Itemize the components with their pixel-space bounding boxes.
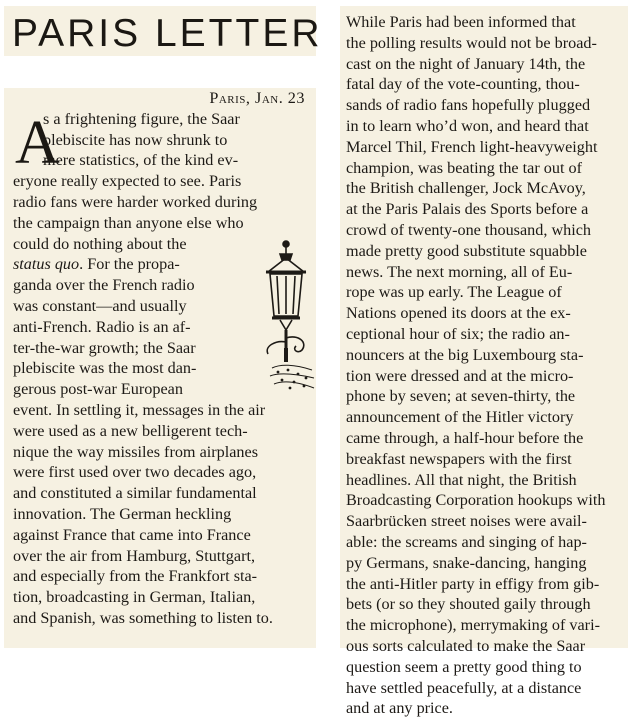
text-line: Saarbrücken street noises were avail- — [346, 512, 587, 531]
right-column-text — [346, 12, 628, 719]
text-line: py Germans, snake-dancing, hanging — [346, 553, 587, 572]
text-line: and especially from the Frankfort sta- — [13, 567, 258, 586]
text-line: plebiscite was the most dan- — [13, 359, 197, 378]
text-line: could do nothing about the — [13, 234, 187, 253]
italic-phrase: status quo — [13, 255, 80, 274]
text-line: Marcel Thil, French light-heavyweight — [346, 137, 598, 156]
text-line: were used as a new belligerent tech- — [13, 421, 248, 440]
text-line: the polling results would not be broad- — [346, 33, 597, 52]
text-line: plebiscite has now shrunk to — [43, 130, 228, 149]
text-line: breakfast newspapers with the first — [346, 449, 572, 468]
text-line: announcement of the Hitler victory — [346, 408, 574, 427]
dateline: Paris, Jan. 23 — [209, 89, 305, 107]
text-line: ter-the-war growth; the Saar — [13, 338, 196, 357]
text-line: Nations opened its doors at the ex- — [346, 304, 571, 323]
text-line: radio fans were harder worked during — [13, 192, 258, 211]
text-line: bets (or so they shouted gaily through — [346, 595, 591, 614]
text-line: against France that came into France — [13, 525, 251, 544]
text-line: the microphone), merrymaking of vari- — [346, 616, 600, 635]
text-line: able: the screams and singing of hap- — [346, 532, 587, 551]
text-line: at the Paris Palais des Sports before a — [346, 200, 589, 219]
text-line: innovation. The German heckling — [13, 504, 232, 523]
text-line: nouncers at the big Luxembourg sta- — [346, 345, 584, 364]
text-line: gerous post-war European — [13, 380, 183, 399]
text-line: ceptional hour of six; the radio an- — [346, 324, 570, 343]
text-line: came through, a half-hour before the — [346, 428, 584, 447]
text-line: was constant—and usually — [13, 296, 187, 315]
text-line: have settled peacefully, at a distance — [346, 678, 582, 697]
text-line: rope was up early. The League of — [346, 283, 562, 302]
text-line: news. The next morning, all of Eu- — [346, 262, 573, 281]
right-column — [340, 6, 628, 718]
text-line: the anti-Hitler party in effigy from gib- — [346, 574, 600, 593]
text-line: tion were dressed and at the micro- — [346, 366, 574, 385]
text-line: mere statistics, of the kind ev- — [43, 151, 239, 170]
left-column — [4, 88, 316, 648]
text-line: crowd of twenty-one thousand, which — [346, 220, 592, 239]
text-line: s a frightening figure, the Saar — [43, 109, 240, 128]
drop-cap: A — [15, 109, 60, 177]
text-fragment: . For the propa- — [79, 255, 180, 274]
text-line: ganda over the French radio — [13, 276, 195, 295]
text-line: fatal day of the vote-counting, thou- — [346, 75, 580, 94]
text-line: were first used over two decades ago, — [13, 463, 257, 482]
text-line: question seem a pretty good thing to — [346, 657, 582, 676]
masthead-title: PARIS LETTER — [12, 12, 323, 55]
text-line: and Spanish, was something to listen to. — [13, 608, 273, 627]
text-line: made pretty good substitute squabble — [346, 241, 587, 260]
text-line: the British challenger, Jock McAvoy, — [346, 179, 586, 198]
street-lamp-illustration — [250, 238, 316, 408]
text-line: eryone really expected to see. Paris — [13, 172, 242, 191]
text-line: While Paris had been informed that — [346, 13, 576, 31]
text-line: and constituted a similar fundamental — [13, 484, 257, 503]
text-line: anti-French. Radio is an af- — [13, 317, 191, 336]
text-line: Broadcasting Corporation hookups with — [346, 491, 606, 510]
text-line: ous sorts calculated to make the Saar — [346, 636, 586, 655]
text-line: the campaign than anyone else who — [13, 213, 244, 232]
text-line: in to learn who’d won, and heard that — [346, 116, 589, 135]
text-line: headlines. All that night, the British — [346, 470, 577, 489]
text-line: tion, broadcasting in German, Italian, — [13, 588, 256, 607]
text-line: phone by seven; at seven-thirty, the — [346, 387, 576, 406]
text-line: cast on the night of January 14th, the — [346, 54, 586, 73]
text-line: event. In settling it, messages in the air — [13, 400, 266, 419]
text-line: nique the way missiles from airplanes — [13, 442, 259, 461]
text-line: and at any price. — [346, 699, 453, 718]
text-line: sands of radio fans hopefully plugged — [346, 96, 591, 115]
text-line: over the air from Hamburg, Stuttgart, — [13, 546, 256, 565]
title-block — [4, 6, 323, 56]
text-line: champion, was beating the tar out of — [346, 158, 582, 177]
